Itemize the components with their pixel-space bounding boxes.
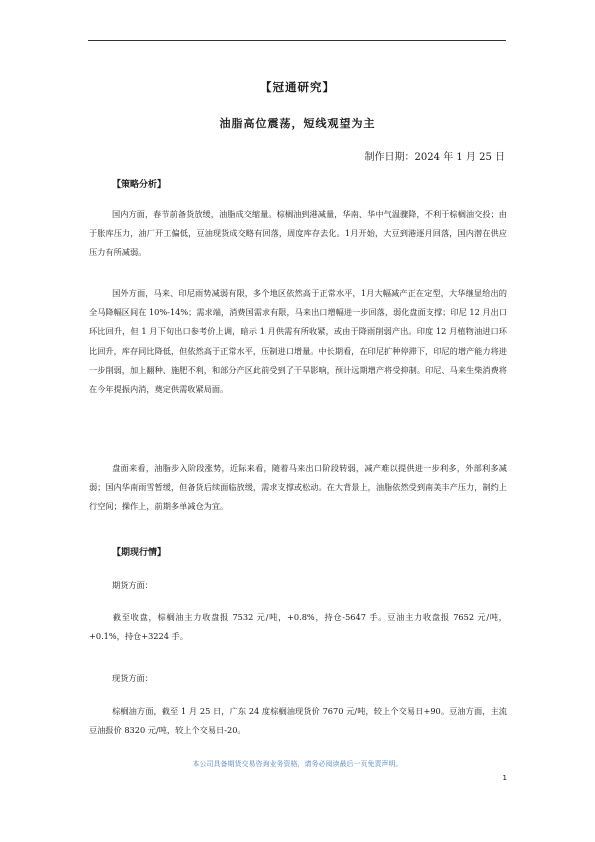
report-title: 油脂高位震荡，短线观望为主 <box>219 117 376 130</box>
strategy-paragraph <box>89 459 507 517</box>
strategy-paragraph-text: 国内方面，春节前备货放缓，油脂成交缩量。棕榈油到港减量，华南、华中气温骤降，不利于棕榈油交投；由于胀库压力，油厂开工偏低，豆油现货成交略有回落，周度库存去化。1月开始，大豆到港逐月回落，国内潜在供应压力有所减弱。 <box>89 209 507 258</box>
strategy-paragraph-text: 盘面来看，油脂步入阶段涨势，近际来看，随着马来出口阶段转弱，减产难以提供进一步利多，外部利多减弱；国内华南雨雪暂缓，但备货后续面临放缓，需求支撑或松动。在大背景上，油脂依然受到南美丰产压力，制约上行空间；操作上，前期多单减仓为宜。 <box>89 463 507 512</box>
futures-label: 期货方面： <box>112 580 153 590</box>
footer-disclaimer: 本公司具备期货交易咨询业务资格，请务必阅读最后一页免责声明。 <box>192 760 403 768</box>
strategy-paragraph <box>89 205 507 263</box>
header-rule <box>88 40 506 41</box>
strategy-paragraph <box>89 284 507 399</box>
spot-text: 棕榈油方面，截至 1 月 25 日，广东 24 度棕榈油现货价 7670 元/吨，较上个交易日+90。豆油方面，主流豆油报价 8320 元/吨，较上个交易日-20。 <box>89 706 507 736</box>
spot-paragraph <box>89 702 507 740</box>
section-heading-market: 【期现行情】 <box>112 548 167 558</box>
spot-label: 现货方面： <box>112 673 153 683</box>
page-number: 1 <box>502 774 507 782</box>
section-heading-strategy: 【策略分析】 <box>112 180 167 190</box>
futures-paragraph <box>89 608 507 646</box>
brand-title: 【冠通研究】 <box>260 80 335 94</box>
strategy-paragraph-text: 国外方面，马来、印尼雨势减弱有限，多个地区依然高于正常水平，1月大幅减产正在定型，大华继显给出的全马降幅区间在 10%-14%；需求端，消费国需求有限，马来出口增幅进一步回落，弱化盘面支撑；印尼 12 月出口环比回升，但 1 月下旬出口参考价上调，暗示 1 月供需有所收紧，或由于降雨削弱产出。印度 12 月植物油进口环比回升，库存同比降低，但依然高于正常水平，压制进口增量。中长期看，在印尼扩种停滞下，印尼的增产能力将进一步削弱，加上翻种、施肥不利，和部分产区此前受到了干旱影响，预计远期增产将受抑制。印尼、马来生柴消费将在今年提振内消，奠定供需收紧局面。 <box>89 288 507 395</box>
report-date: 制作日期：2024 年 1 月 25 日 <box>364 152 505 163</box>
futures-text: 截至收盘，棕榈油主力收盘报 7532 元/吨，+0.8%，持仓-5647 手。豆油主力收盘报 7652 元/吨，+0.1%，持仓+3224 手。 <box>89 612 507 642</box>
